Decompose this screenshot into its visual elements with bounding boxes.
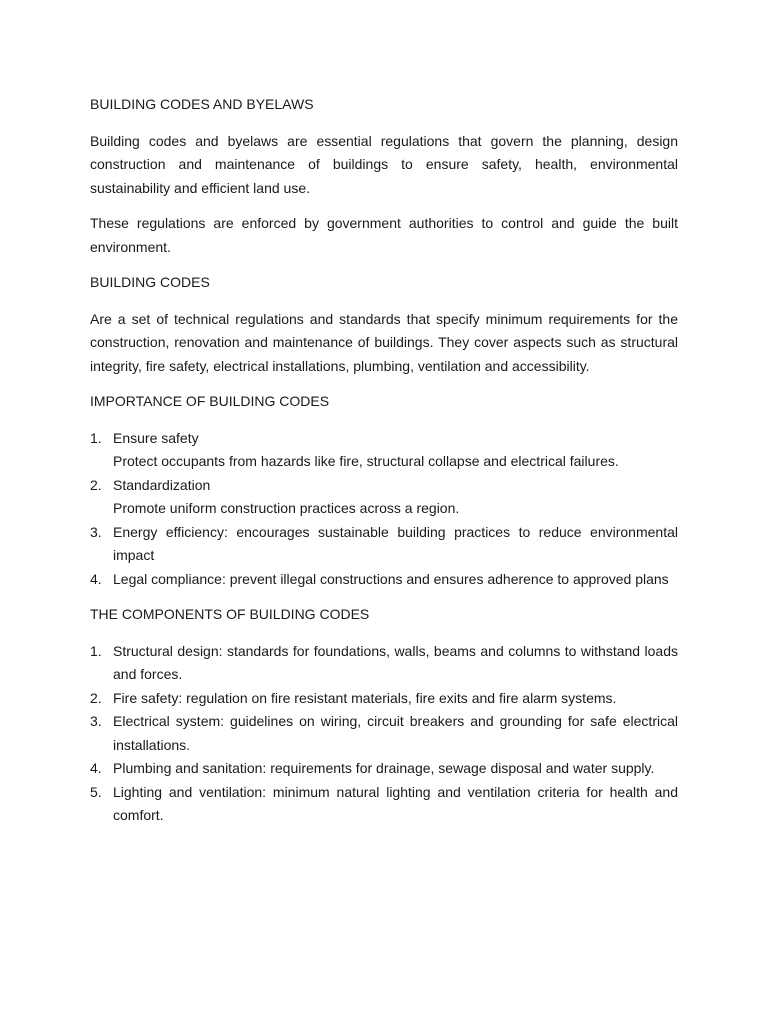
list-item-text: Ensure safety	[113, 429, 199, 446]
list-number: 4.	[90, 760, 102, 776]
list-item-subtext: Promote uniform construction practices across a region.	[113, 500, 460, 516]
list-number: 5.	[90, 783, 102, 800]
list-item-text: Energy efficiency: encourages sustainable building practices to reduce environmental impact	[113, 523, 678, 563]
list-number: 1.	[90, 642, 102, 659]
list-item-text: Standardization	[113, 476, 211, 493]
list-number: 1.	[90, 429, 102, 446]
list-number: 2.	[90, 689, 102, 706]
list-item	[90, 640, 678, 687]
list-number: 3.	[90, 713, 102, 729]
list-item-subtext: Protect occupants from hazards like fire, structural collapse and electrical failures.	[113, 453, 619, 469]
list-item-text: Plumbing and sanitation: requirements for drainage, sewage disposal and water supply.	[113, 760, 655, 776]
list-item	[90, 427, 678, 474]
list-item-text: Structural design: standards for foundations, walls, beams and columns to withstand loads and forces.	[113, 642, 678, 682]
intro-paragraph-2: These regulations are enforced by government authorities to control and guide the built environment.	[90, 215, 678, 255]
list-item-text: Legal compliance: prevent illegal constructions and ensures adherence to approved plans	[113, 570, 669, 587]
importance-list	[90, 427, 678, 592]
document-title: BUILDING CODES AND BYELAWS	[90, 96, 314, 112]
components-list	[90, 640, 678, 828]
list-item	[90, 687, 678, 711]
components-heading: THE COMPONENTS OF BUILDING CODES	[90, 606, 370, 622]
list-item	[90, 757, 678, 781]
list-item	[90, 781, 678, 828]
list-number: 4.	[90, 570, 102, 587]
importance-heading: IMPORTANCE OF BUILDING CODES	[90, 393, 330, 409]
list-number: 2.	[90, 476, 102, 493]
list-item	[90, 710, 678, 757]
list-item	[90, 568, 678, 592]
list-item-text: Electrical system: guidelines on wiring, circuit breakers and grounding for safe electrical installations.	[113, 713, 678, 753]
list-item-text: Lighting and ventilation: minimum natural lighting and ventilation criteria for health and comfort.	[113, 783, 678, 823]
intro-paragraph-1: Building codes and byelaws are essential regulations that govern the planning, design construction and maintenance of buildings to ensure safety, health, environmental sustainability and efficient land use.	[90, 132, 678, 196]
building-codes-heading: BUILDING CODES	[90, 274, 210, 290]
building-codes-paragraph: Are a set of technical regulations and standards that specify minimum requirements for the construction, renovation and maintenance of buildings. They cover aspects such as structural integrity, fire safety, electrical installations, plumbing, ventilation and accessibility.	[90, 310, 678, 374]
list-item-text: Fire safety: regulation on fire resistant materials, fire exits and fire alarm systems.	[113, 689, 617, 706]
list-item	[90, 521, 678, 568]
list-number: 3.	[90, 523, 102, 540]
document-page	[90, 93, 678, 840]
list-item	[90, 474, 678, 521]
